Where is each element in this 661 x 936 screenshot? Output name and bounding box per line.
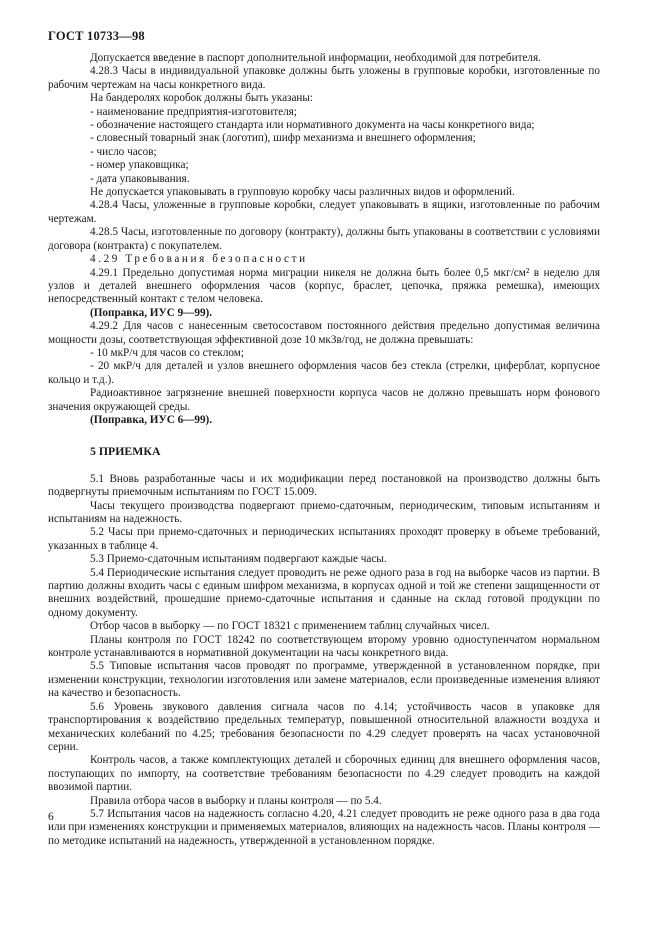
paragraph: 5.5 Типовые испытания часов проводят по программе, утвержденной в установленном порядке, при изменении конструкции, технологии изготовления или замене материалов, если произведенные изменения влияют на качество и безопасность. [48,660,600,700]
paragraph: Допускается введение в паспорт дополнительной информации, необходимой для потребителя. [90,52,541,64]
paragraph: 5.2 Часы при приемо-сдаточных и периодических испытаниях проходят проверку в объеме требований, указанных в таблице 4. [48,526,600,552]
amendment-note: (Поправка, ИУС 9—99). [90,306,213,319]
amendment-note: (Поправка, ИУС 6—99). [90,413,213,426]
paragraph: Контроль часов, а также комплектующих деталей и сборочных единиц для внешнего оформления часов, поступающих по импорту, на соответствие требованиям безопасности по 4.29 следует проводить на каждой ввозимой партии. [48,754,600,794]
paragraph: Радиоактивное загрязнение внешней поверхности корпуса часов не должно превышать норм фонового значения окружающей среды. [48,387,600,413]
paragraph: 5.4 Периодические испытания следует проводить не реже одного раза в год на выборке часов из партии. В партию должны входить часы с единым шифром механизма, в корпусах одной и той же степени защищенности от внешних воздействий, прошедшие приемо-сдаточные испытания и сданные на склад готовой продукции по одному документу. [48,566,600,619]
list-item: - дата упаковывания. [90,172,190,185]
paragraph: 4.29.1 Предельно допустимая норма миграции никеля не должна быть более 0,5 мкг/см² в неделю для узлов и деталей внешнего оформления часов (корпус, браслет, цепочка, пряжка ремешка), имеющих непосредственный контакт с телом человека. [48,266,600,306]
paragraph: 5.7 Испытания часов на надежность согласно 4.20, 4.21 следует проводить не реже одного раза в два года или при изменениях конструкции и применяемых материалов, влияющих на надежность часов. Планы контроля — по методике испытаний на надежность, утвержденной в установленном порядке. [48,807,600,847]
subsection-heading: 4.29 Требования безопасности [90,253,308,266]
list-item: - 10 мкР/ч для часов со стеклом; [90,346,244,359]
document-body [48,52,600,848]
paragraph: Правила отбора часов в выборку и планы контроля — по 5.4. [90,794,382,807]
section-heading: 5 ПРИЕМКА [90,444,161,459]
list-item: - номер упаковщика; [90,159,189,172]
paragraph: На бандеролях коробок должны быть указаны: [90,92,314,105]
paragraph: 5.6 Уровень звукового давления сигнала часов по 4.14; устойчивость часов в упаковке для транспортирования к воздействию предельных температур, повышенной относительной влажности воздуха и механических колебаний по 4.25; требования безопасности по 4.29 следует проверять на часах установочной серии. [48,700,600,753]
list-item: - наименование предприятия-изготовителя; [90,105,297,118]
list-item: - обозначение настоящего стандарта или нормативного документа на часы конкретного вида; [90,119,535,132]
list-item: - словесный товарный знак (логотип), шифр механизма и внешнего оформления; [90,132,476,145]
paragraph: 5.1 Вновь разработанные часы и их модификации перед постановкой на производство должны быть подвергнуты приемочным испытаниям по ГОСТ 15.009. [48,472,600,499]
document-header: ГОСТ 10733—98 [48,29,145,43]
paragraph: Часы текущего производства подвергают приемо-сдаточным, периодическим, типовым испытаниям и испытаниям на надежность. [48,499,600,525]
paragraph: 4.28.5 Часы, изготовленные по договору (контракту), должны быть упакованы в соответствии с условиями договора (контракта) с покупателем. [48,226,600,252]
list-item: - число часов; [90,145,157,158]
paragraph: Не допускается упаковывать в групповую коробку часы различных видов и оформлений. [90,186,515,199]
paragraph: 4.29.2 Для часов с нанесенным светосоставом постоянного действия предельно допустимая величина мощности дозы, соответствующая эффективной дозе 10 мкЗв/год, не должна превышать: [48,320,600,346]
paragraph: Отбор часов в выборку — по ГОСТ 18321 с применением таблиц случайных чисел. [90,620,490,633]
paragraph: 4.28.3 Часы в индивидуальной упаковке должны быть уложены в групповые коробки, изготовленные по рабочим чертежам на часы конкретного вида. [48,65,600,91]
page-number: 6 [48,811,54,823]
list-item: - 20 мкР/ч для деталей и узлов внешнего оформления часов без стекла (стрелки, циферблат, корпусное кольцо и т.д.). [48,360,600,386]
paragraph: 4.28.4 Часы, уложенные в групповые коробки, следует упаковывать в ящики, изготовленные по рабочим чертежам. [48,199,600,225]
paragraph: Планы контроля по ГОСТ 18242 по соответствующем второму уровню одноступенчатом нормальном контроле устанавливаются в нормативной документации на часы конкретного вида. [48,633,600,660]
paragraph: 5.3 Приемо-сдаточным испытаниям подвергают каждые часы. [90,553,387,566]
